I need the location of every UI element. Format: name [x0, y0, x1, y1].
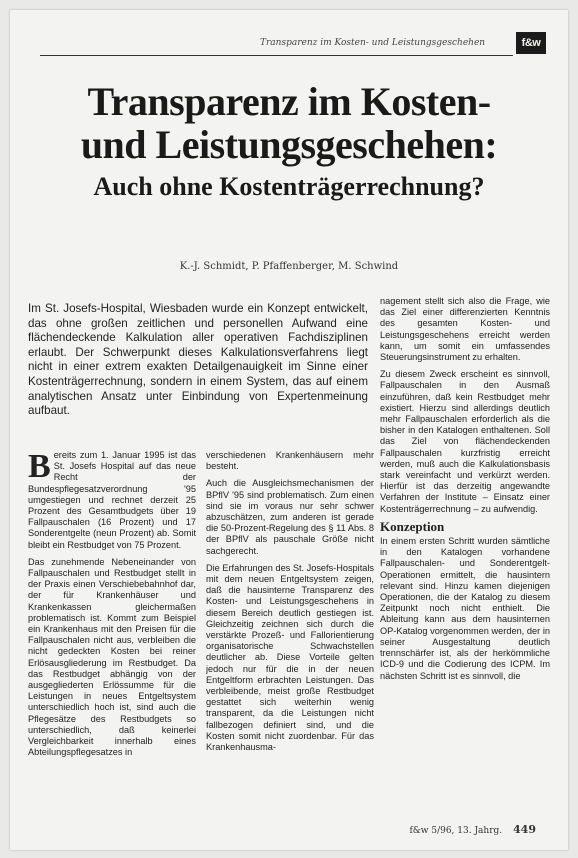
- column-1-paragraph-1-text: ereits zum 1. Januar 1995 ist das St. Josefs Hospital auf das neue Recht der Bundespflegesatzverordnung '95 umgestiegen und rechnet derzeit 25 Prozent des Gesamtbudgets über 19 Fallpauschalen (16 Prozent) und 17 Sonderentgelte (neun Prozent) ab. Somit bleibt ein Restbudget von 75 Prozent.: [28, 450, 196, 550]
- column-2-paragraph-3: Die Erfahrungen des St. Josefs-Hospitals mit dem neuen Entgeltsystem zeigen, daß die hausinterne Transparenz des Kosten- und Leistungsgeschehens in diesem Bereich deutlich gestiegen ist. Gleichzeitig zeichnen sich durch die verstärkte Prozeß- und Fallorientierung organisatorische Schwachstellen deutlicher ab. Diese Vorteile gelten jedoch nur für die in der neuen Entgeltform erbrachten Leistungen. Das verbleibende, meist große Restbudget gestattet sich weiterhin wenig transparent, da die Leistungen nicht fallbezogen definiert sind, und die Kosten somit nicht zuordenbar. Für das Krankenhausma-: [206, 562, 374, 753]
- page-number: 449: [513, 823, 536, 836]
- journal-logo: f&w: [516, 32, 546, 54]
- column-3-paragraph-3: In einem ersten Schritt wurden sämtliche in den Katalogen vorhandene Fallpauschalen- und Sonderentgelt-Operationen ermittelt, die hausintern relevant sind. Hinzu kamen diejenigen Operationen, die der Katalog zu diesem Zeitpunkt noch nicht enthielt. Die Ableitung kann aus dem hausinternen OP-Katalog vorgenommen werden, der in seiner Ausgestaltung deutlich trennschärfer ist, als der herkömmliche ICD-9 und die Codierung des ICPM. Im nächsten Schritt ist es sinnvoll, die: [380, 536, 550, 681]
- article-title: [30, 80, 548, 166]
- journal-issue: f&w 5/96, 13. Jahrg.: [409, 826, 503, 836]
- running-header: Transparenz im Kosten- und Leistungsgeschehen: [260, 38, 486, 48]
- header-rule: [40, 55, 513, 56]
- column-2: [206, 450, 374, 838]
- column-3: [380, 296, 550, 836]
- column-3-paragraph-1: nagement stellt sich also die Frage, wie das Ziel einer differenzierten Kenntnis des gesamten Kosten- und Leistungsgeschehens erreicht werden kann, um somit ein umfassendes Steuerungsinstrument zu erhalten.: [380, 296, 550, 363]
- title-line-1: Transparenz im Kosten-: [87, 79, 491, 124]
- column-2-paragraph-1: verschiedenen Krankenhäusern mehr besteht.: [206, 450, 374, 472]
- column-1-paragraph-2: Das zunehmende Nebeneinander von Fallpauschalen und Restbudget stellt in der Praxis einen Verschiebebahnhof dar, der für Krankenhäuser und Krankenkassen gleichermaßen problematisch ist. Kommt zum Beispiel ein Krankenhaus mit den Preisen für die Fallpauschalen nicht aus, verbleiben die nicht gedeckten Kosten bei reiner Erlösausgliederung im Restbudget. Da das Restbudget abhängig von der ausgegliederten Erlössumme für die Leistungen in neues Entgeltsystem unterschiedlich hoch ist, sind auch die Pflegesätze des Restbudgets so unterschiedlich, daß keinerlei Vergleichbarkeit innerhalb eines Abteilungspflegesatzes in: [28, 556, 196, 758]
- drop-cap: B: [28, 450, 51, 485]
- abstract: Im St. Josefs-Hospital, Wiesbaden wurde ein Konzept entwickelt, das ohne großen zeitlichen und personellen Aufwand eine flächendeckende Kalkulation aller operativen Fachdisziplinen erlaubt. Der Schwerpunkt dieses Kalkulationsverfahrens liegt nicht in einer extrem exakten Detailgenauigkeit im Sinne einer Kostenträgerrechnung, sondern in einem System, das auf einem analytischen Ansatz unter Einbindung von Expertenmeinung aufbaut.: [28, 302, 368, 418]
- column-2-paragraph-2: Auch die Ausgleichsmechanismen der BPflV '95 sind problematisch. Zum einen sind sie im voraus nur sehr schwer abzuschätzen, zum anderen ist gerade die 50-Prozent-Regelung des § 11 Abs. 8 der BPflV als pauschale Größe nicht sachgerecht.: [206, 478, 374, 556]
- journal-page: [10, 10, 568, 850]
- title-line-2: und Leistungsgeschehen:: [80, 122, 498, 167]
- column-1-paragraph-1: [28, 450, 196, 551]
- section-heading-konzeption: Konzeption: [380, 518, 445, 534]
- column-3-paragraph-2: Zu diesem Zweck erscheint es sinnvoll, Fallpauschalen in den Ausmaß einzuführen, daß kein Restbudget mehr existiert. Hierzu sind allerdings deutlich mehr Fallpauschalen erforderlich als die bisher in den Katalogen enthaltenen. Soll das Ziel von flächendeckenden Fallpauschalen kurzfristig erreicht werden, muß auch die Kalkulationsbasis stark vereinfacht und verkürzt werden. Hierfür ist das derzeitig angewandte Verfahren der Institute – Einsatz einer Kostenträgerrechnung – zu aufwendig.: [380, 369, 550, 514]
- column-1: [28, 450, 196, 838]
- article-subtitle: Auch ohne Kostenträgerrechnung?: [93, 172, 485, 201]
- authors: K.-J. Schmidt, P. Pfaffenberger, M. Schwind: [179, 261, 399, 272]
- page-footer: [409, 823, 536, 836]
